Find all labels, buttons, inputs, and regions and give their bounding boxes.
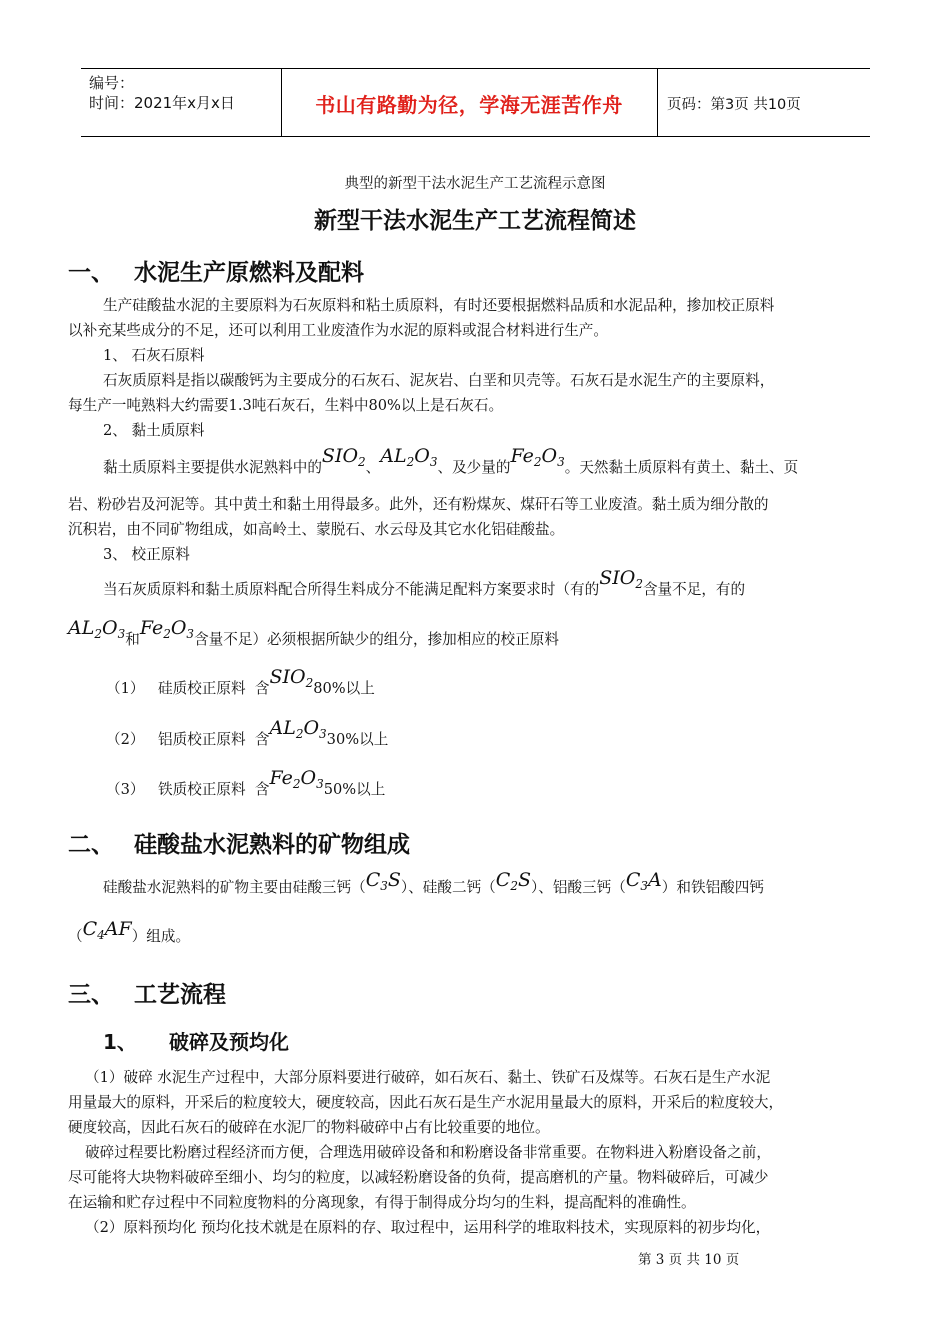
section-number: 一、	[68, 260, 114, 286]
header-meta	[89, 73, 235, 113]
text-run: 黏土质原料主要提供水泥熟料中的	[103, 459, 322, 476]
text-run: 和	[125, 631, 140, 648]
list-item: （3） 铁质校正原料 含$Fe_2O_350\%$以上	[106, 767, 386, 798]
formula-c2s: $C_2S$	[495, 869, 531, 893]
formula-sio2: $SIO_2$	[599, 567, 643, 591]
text-run: 含量不足）必须根据所缺少的组分，掺加相应的校正原料	[194, 631, 559, 648]
figure-caption: 典型的新型干法水泥生产工艺流程示意图	[344, 176, 606, 192]
section-heading-2	[68, 826, 410, 859]
paragraph-line: 岩、粉砂岩及河泥等。其中黄土和黏土用得最多。此外，还有粉煤灰、煤矸石等工业废渣。黏土质为细分散的	[68, 496, 769, 513]
paragraph-line-formula: $(C_4AF)$组成。	[68, 918, 191, 945]
paragraph-line-formula	[103, 445, 799, 482]
doc-number-label: 编号：	[89, 74, 135, 92]
section-title: 工艺流程	[134, 982, 226, 1008]
document-title: 新型干法水泥生产工艺流程简述	[314, 208, 636, 234]
page-header	[81, 68, 870, 137]
formula-c3s: $C_3S$	[365, 869, 401, 893]
section-heading-3	[68, 976, 226, 1009]
list-item: （1） 硅质校正原料 含$SIO_280\%$以上	[106, 666, 375, 697]
text-run: 含量不足，有的	[642, 581, 746, 598]
paragraph-line: 每生产一吨熟料大约需要1.3吨石灰石，生料中80%以上是石灰石。	[68, 397, 504, 414]
subsection-title: 破碎及预均化	[169, 1030, 289, 1054]
paragraph-line: （1）破碎 水泥生产过程中，大部分原料要进行破碎，如石灰石、黏土、铁矿石及煤等。石灰石是生产水泥	[85, 1069, 771, 1086]
text-run: 当石灰质原料和黏土质原料配合所得生料成分不能满足配料方案要求时（有的	[103, 581, 600, 598]
formula-fe2o3: $Fe_2O_3$	[510, 445, 565, 469]
paragraph-line: 以补充某些成分的不足，还可以利用工业废渣作为水泥的原料或混合材料进行生产。	[68, 322, 608, 339]
text-run: 、及少量的	[437, 459, 511, 476]
header-motto: 书山有路勤为径，学海无涯苦作舟	[315, 93, 623, 117]
paragraph-line: 硬度较高，因此石灰石的破碎在水泥厂的物料破碎中占有比较重要的地位。	[68, 1119, 550, 1136]
formula-fe2o3: $Fe_2O_3$	[269, 767, 324, 791]
section-number: 三、	[68, 982, 114, 1008]
section-heading-1	[68, 254, 364, 287]
formula-al2o3: $AL_2O_3$	[269, 717, 327, 741]
subsection-number: 1、	[103, 1030, 137, 1054]
paragraph-line: 用量最大的原料，开采后的粒度较大，硬度较高，因此石灰石是生产水泥用量最大的原料，开采后的粒度较大，	[68, 1094, 784, 1111]
formula-sio2: $SIO_2$	[269, 666, 314, 690]
subsection-title: 3、 校正原料	[103, 546, 190, 563]
header-divider	[657, 69, 658, 136]
paragraph-line-formula	[68, 617, 559, 654]
page-footer: 第 3 页 共 10 页	[638, 1252, 740, 1268]
paragraph-line-formula	[103, 567, 746, 604]
date-label: 时间：2021年x月x日	[89, 94, 235, 112]
paragraph-line: （2）原料预均化 预均化技术就是在原料的存、取过程中，运用科学的堆取料技术，实现原料的初步均化，	[85, 1219, 771, 1236]
subsection-heading	[103, 1026, 289, 1055]
formula-c4af: $C_4AF$	[82, 918, 132, 942]
section-title: 硅酸盐水泥熟料的矿物组成	[134, 832, 410, 858]
formula-c3a: $C_3A$	[625, 869, 662, 893]
paragraph-line-formula: 硅酸盐水泥熟料的矿物主要由硅酸三钙$(C_3S)$、硅酸二钙$(C_2S)$、铝酸三钙$(C_3A)$和铁铝酸四钙	[103, 869, 764, 896]
paragraph-line: 石灰质原料是指以碳酸钙为主要成分的石灰石、泥灰岩、白垩和贝壳等。石灰石是水泥生产的主要原料，	[103, 372, 775, 389]
section-title: 水泥生产原燃料及配料	[134, 260, 364, 286]
formula-sio2: $SIO_2$	[321, 445, 366, 469]
paragraph-line: 破碎过程要比粉磨过程经济而方便，合理选用破碎设备和和粉磨设备非常重要。在物料进入粉磨设备之前，	[85, 1144, 771, 1161]
header-page-number: 页码：第3页 共10页	[667, 97, 801, 113]
formula-al2o3: $AL_2O_3$	[68, 617, 126, 641]
subsection-title: 1、 石灰石原料	[103, 347, 205, 364]
header-divider	[281, 69, 282, 136]
text-run: 。天然黏土质原料有黄土、黏土、页	[564, 459, 799, 476]
paragraph-line: 在运输和贮存过程中不同粒度物料的分离现象，有得于制得成分均匀的生料，提高配料的准确性。	[68, 1194, 696, 1211]
formula-fe2o3: $Fe_2O_3$	[139, 617, 195, 641]
subsection-title: 2、 黏土质原料	[103, 422, 205, 439]
section-number: 二、	[68, 832, 114, 858]
list-item: （2） 铝质校正原料 含$AL_2O_330\%$以上	[106, 717, 389, 748]
paragraph-line: 尽可能将大块物料破碎至细小、均匀的粒度，以减轻粉磨设备的负荷，提高磨机的产量。物料破碎后，可减少	[68, 1169, 769, 1186]
paragraph-line: 沉积岩，由不同矿物组成，如高岭土、蒙脱石、水云母及其它水化铝硅酸盐。	[68, 521, 565, 538]
formula-al2o3: $AL_2O_3$	[380, 445, 438, 469]
text-run: 、	[365, 459, 381, 476]
paragraph-line: 生产硅酸盐水泥的主要原料为石灰原料和粘土质原料，有时还要根据燃料品质和水泥品种，掺加校正原料	[103, 297, 775, 314]
